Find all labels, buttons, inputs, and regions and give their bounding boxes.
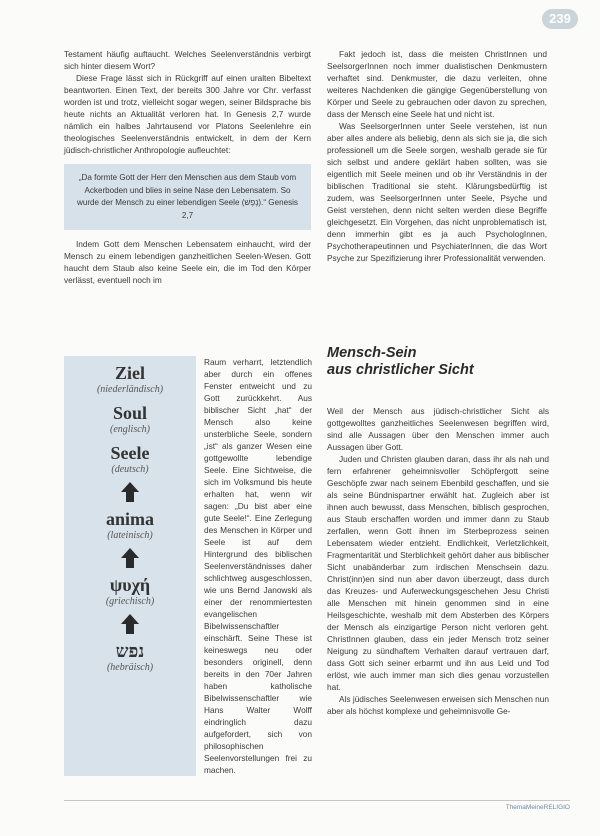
arrow-up-icon-stem [126,558,134,568]
right-section-body [327,405,549,717]
sidebar-word-german: Seele [110,443,150,463]
arrow-up-icon [121,614,139,624]
sidebar-lang-hebrew: (hebräisch) [106,662,154,673]
left-column [64,48,311,286]
sidebar-word-dutch: Ziel [115,363,145,383]
sidebar-word-latin: anima [105,509,154,529]
left-paragraph-2: Diese Frage lässt sich in Rückgriff auf einen uralten Bibeltext beantworten. Einen Text, der bereits 300 Jahre vor Chr. verfasst worden ist und trotz, vielleicht sogar wegen, seiner Bildsprache bis heute nichts an Aktualität verloren hat. In Genesis 2,7 wurde nämlich ein halbes Jahrtausend vor Platons Seelenlehre ein theologisches Seelenverständnis entwickelt, in dem der Kern jüdisch-christlicher Anthropologie aufleuchtet: [64,73,311,155]
sidebar-lang-greek: (griechisch) [105,596,155,607]
narrow-paragraph: Raum verharrt, letztendlich aber durch ein offenes Fenster entweicht und zu Gott zurückkehrt. Aus biblischer Sicht „hat“ der Mensch also keine unsterbliche Seele, sondern „ist“ als ganzer Wesen eine gottgewollte lebendige Seele. Eine Sichtweise, die sich im Volksmund bis heute erhalten hat, wenn wir sagen: „Du bist aber eine gute Seele!“. Eine Zerlegung des Menschen in Körper und Seele ist auf dem Hintergrund des biblischen Seelenverständnisses daher schlichtweg ausgeschlossen, wie uns Bernd Janowski als einer der renommiertesten evangelischen Bibelwissenschaftler einschärft. Seine These ist keineswegs neu oder besonders originell, denn bereits in den 70er Jahren haben katholische Bibelwissenschaftler wie Hans Walter Wolff eindringlich dazu aufgefordert, sich von philosophischen Seelenvorstellungen frei zu machen. [204,357,312,775]
section-heading-line-2: aus christlicher Sicht [327,362,474,378]
arrow-up-icon [121,482,139,492]
page-number-badge: 239 [542,9,578,29]
sidebar-lang-english: (englisch) [110,424,150,435]
section-paragraph-2: Juden und Christen glauben daran, dass ihr als nah und fern erfahrener geheimnisvoller Schöpfergott seine Geschöpfe zwar nach seinem Ebenbild geschaffen, und sie als seine Bündnispartner erwählt hat. Zugleich aber ist ihnen auch bewusst, dass Menschen, biblisch gesprochen, aus Staub erschaffen worden und immer dann zu Staub zerfallen, wenn Gott ihnen im Sterbeprozess seinen Lebensatem wieder entzieht. Endlichkeit, Verletzlichkeit, Fragmentarität und Sterblichkeit gehört daher aus biblischer Sicht unabänderbar zum irdischen Menschsein dazu. Christ(inn)en sind nun aber davon überzeugt, dass durch das Kreuzes- und Auferweckungsgeschehen Jesu Christi alle Menschen mit hinein genommen sind in eine Heilsgeschichte, weshalb mit dem Absterben des Körpers der Mensch als einzigartige Person nicht verloren geht. ChristInnen glauben, dass ein jeder Mensch trotz seiner Neigung zu sündhaftem Verhalten darauf vertrauen darf, dass Gott sich seiner erbarmt und ihn aus Leid und Tod erlöst, wie auch immer man sich dies genau vorzustellen hat. [327,454,549,692]
sidebar-lang-dutch: (niederländisch) [96,384,164,395]
sidebar-word-hebrew: נפש [115,641,145,661]
arrow-up-icon [121,548,139,558]
arrow-up-icon-stem [126,624,134,634]
narrow-column [204,356,312,776]
genesis-quote: „Da formte Gott der Herr den Menschen aus dem Staub vom Ackerboden und blies in seine Nase den Lebensatem. So wurde der Mensch zu einer lebendigen Seele (נֶפֶשׁ).“ Genesis 2,7 [77,173,298,220]
sidebar-word-greek: ψυχή [109,575,151,595]
right-paragraph-2: Was SeelsorgerInnen unter Seele verstehen, ist nun aber alles andere als beliebig, denn als sich sie ja, die sich professionell um die Seele sorgen, weshalb gerade sie für sich selbst und andere geklärt haben sollten, was sie eigentlich mit Seele meinen und ob ihr Verständnis in der biblischen Traditional sie steht. Klärungsbedürftig ist zudem, was SeelsorgerInnen unter Seele, Psyche und Geist verstehen, denn nicht selten werden diese Begriffe gleichgesetzt. Ein Vorgehen, das nicht unproblematisch ist, denn immerhin gibt es ja auch PsychologInnen, Psychotherapeutinnen und PsychiaterInnen, die das Wort Psyche zur Spezifizierung ihrer Professionalität verwenden. [327,121,547,263]
genesis-quote-box [64,164,311,230]
sidebar-word-english: Soul [112,403,148,423]
arrow-up-icon-stem [126,492,134,502]
right-paragraph-1: Fakt jedoch ist, dass die meisten ChristInnen und SeelsorgerInnen noch immer dualistischen Denkmustern verhaftet sind. Denkmuster, die dazu verleiten, ohne weiteres Nachdenken die gängige Gegenüberstellung von Körper und Seele zu gebrauchen oder davon zu sprechen, dass der Mensch eine Seele hat und nicht ist. [327,49,547,119]
left-paragraph-3: Indem Gott dem Menschen Lebensatem einhaucht, wird der Mensch zu einem lebendigen ganzheitlichen Seelen-Wesen. Gott haucht dem Staub also keine Seele ein, die im Tod den Körper verlässt, eventuell noch im [64,239,311,285]
right-column [327,48,547,264]
footer-text: ThemaMeineRELIGIO [505,804,570,811]
soul-word-sidebar [64,356,196,776]
footer-divider [64,800,570,801]
sidebar-lang-latin: (lateinisch) [107,530,153,541]
section-paragraph-3: Als jüdisches Seelenwesen erweisen sich Menschen nun aber als höchst komplexe und geheimnisvolle Ge- [327,694,549,716]
left-paragraph-1: Testament häufig auftaucht. Welches Seelenverständnis verbirgt sich hinter diesem Wort? [64,49,311,71]
section-heading-line-1: Mensch-Sein [327,345,417,361]
section-paragraph-1: Weil der Mensch aus jüdisch-christlicher Sicht als gottgewolltes ganzheitliches Seelenwesen begriffen wird, sind alle Aussagen über den Menschen immer auch Aussagen über Gott. [327,406,549,452]
sidebar-lang-german: (deutsch) [111,464,149,475]
section-heading [327,345,567,379]
